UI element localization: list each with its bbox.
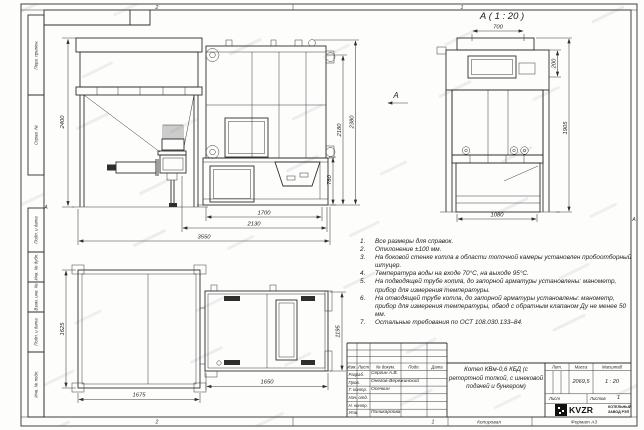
dim-front-total-height: 2380	[349, 115, 356, 129]
note-item: На боковой стенке котла в области топочной камеры установлен пробоотборный штуцер.	[375, 254, 632, 270]
tb-row-label: Разраб.	[348, 371, 365, 377]
margin-col-inv-dubl: Инв. № дубл.	[33, 253, 39, 281]
note-item: Остальные требования по ОСТ 108.030.133–84.	[375, 318, 523, 326]
note-item: Все размеры для справок.	[375, 238, 454, 245]
view-a-title: А ( 1 : 20 )	[479, 11, 525, 22]
note-item: На отводящей трубе котла, до запорной арматуры установлены: манометр, прибор для измерения температуры, обвод с обратным клапаном Ду не менее 50 мм.	[375, 294, 627, 318]
tb-row-name: Сергин А.В.	[371, 371, 398, 377]
tb-mass-value: 2069,5	[572, 378, 590, 385]
zone-top-left: 2	[155, 5, 159, 11]
zone-right-letter: А	[632, 217, 636, 223]
dim-front-base-height: 780	[327, 175, 333, 185]
tb-col-podp: Подп.	[408, 364, 420, 370]
document-title: Котел КВм-0,6 КБД (с ретортной топкой, с шнековой подачей и бункером)	[448, 366, 544, 391]
dim-plan-right-width: 1650	[260, 379, 274, 386]
tb-col-doc: № докум.	[376, 364, 395, 370]
dim-front-width-mid: 2130	[247, 221, 261, 228]
tb-row-label: Т. контр.	[348, 387, 368, 393]
tb-row-label: Нач. отд.	[348, 394, 368, 400]
tb-row-name: Осечкин	[371, 386, 390, 392]
section-arrow-label: А	[393, 91, 399, 100]
dim-front-body-height: 2180	[337, 123, 343, 137]
tb-col-list: Лист	[357, 364, 370, 370]
tb-mass-label: Масса	[574, 364, 588, 370]
tb-sheet-label: Лист	[549, 396, 561, 401]
dim-a-top-width: 700	[493, 24, 503, 31]
company-name-line1: КОТЕЛЬНЫЙ	[608, 405, 632, 409]
margin-col-sprav: Справ. №	[33, 125, 39, 145]
company-name-line2: ЗАВОД РЭП	[608, 410, 630, 414]
footer-copied: Копировал	[477, 420, 501, 426]
dim-front-width-inner: 1700	[257, 210, 271, 217]
margin-col-podp-data-1: Подп. и дата	[33, 216, 39, 244]
zone-top-right: 1	[460, 5, 464, 11]
tb-sheets-value: 1	[617, 395, 621, 402]
margin-col-perv-primen: Перв. примен.	[33, 40, 39, 70]
margin-col-inv-podl: Инв. № подл.	[33, 370, 39, 398]
dim-side-height: 2400	[60, 115, 66, 129]
dim-plan-left-height: 1625	[60, 322, 66, 336]
company-logo-text: KVZR	[569, 404, 594, 415]
tb-sheets-label: Листов	[590, 396, 606, 401]
dim-plan-left-width: 1675	[132, 392, 146, 399]
zone-bottom-right: 1	[431, 419, 435, 426]
tb-lit-label: Лит.	[551, 364, 563, 370]
tb-row-label: Утв.	[348, 410, 359, 416]
tb-row-name: Онегов-Вережинский	[371, 379, 419, 384]
technical-notes	[358, 238, 636, 327]
company-logo-icon	[555, 404, 567, 416]
footer-format: Формат А3	[570, 420, 598, 426]
dim-a-base-width: 1080	[490, 212, 504, 219]
dim-front-width-total: 3550	[197, 234, 211, 241]
tb-row-label: Пров.	[348, 379, 360, 385]
dim-plan-right-height: 1195	[335, 325, 342, 338]
note-item: Температура воды на входе 70°С, на выходе 95°С.	[375, 270, 529, 278]
zone-left-letter: А	[44, 205, 48, 211]
dim-a-height: 1905	[563, 121, 569, 135]
tb-col-izm: Изм.	[347, 364, 357, 370]
zone-bottom-left: 2	[155, 419, 159, 426]
tb-row-label: Н. контр.	[348, 402, 368, 408]
margin-col-vzam-inv: Взам. инв. №	[33, 283, 39, 311]
dim-a-hatch-height: 200	[551, 58, 558, 69]
note-item: Отклонение ±100 мм.	[375, 246, 442, 254]
tb-scale-value: 1 : 20	[605, 378, 619, 385]
tb-scale-label: Масштаб	[601, 364, 623, 370]
tb-row-name: Поликарпова	[371, 409, 401, 415]
margin-col-podp-data-2: Подп. и дата	[33, 318, 39, 346]
tb-col-data: Дата	[431, 364, 443, 370]
note-item: На подводящей трубе котла, до запорной арматуры установлены: манометр, прибор для измерения температуры.	[375, 278, 617, 294]
